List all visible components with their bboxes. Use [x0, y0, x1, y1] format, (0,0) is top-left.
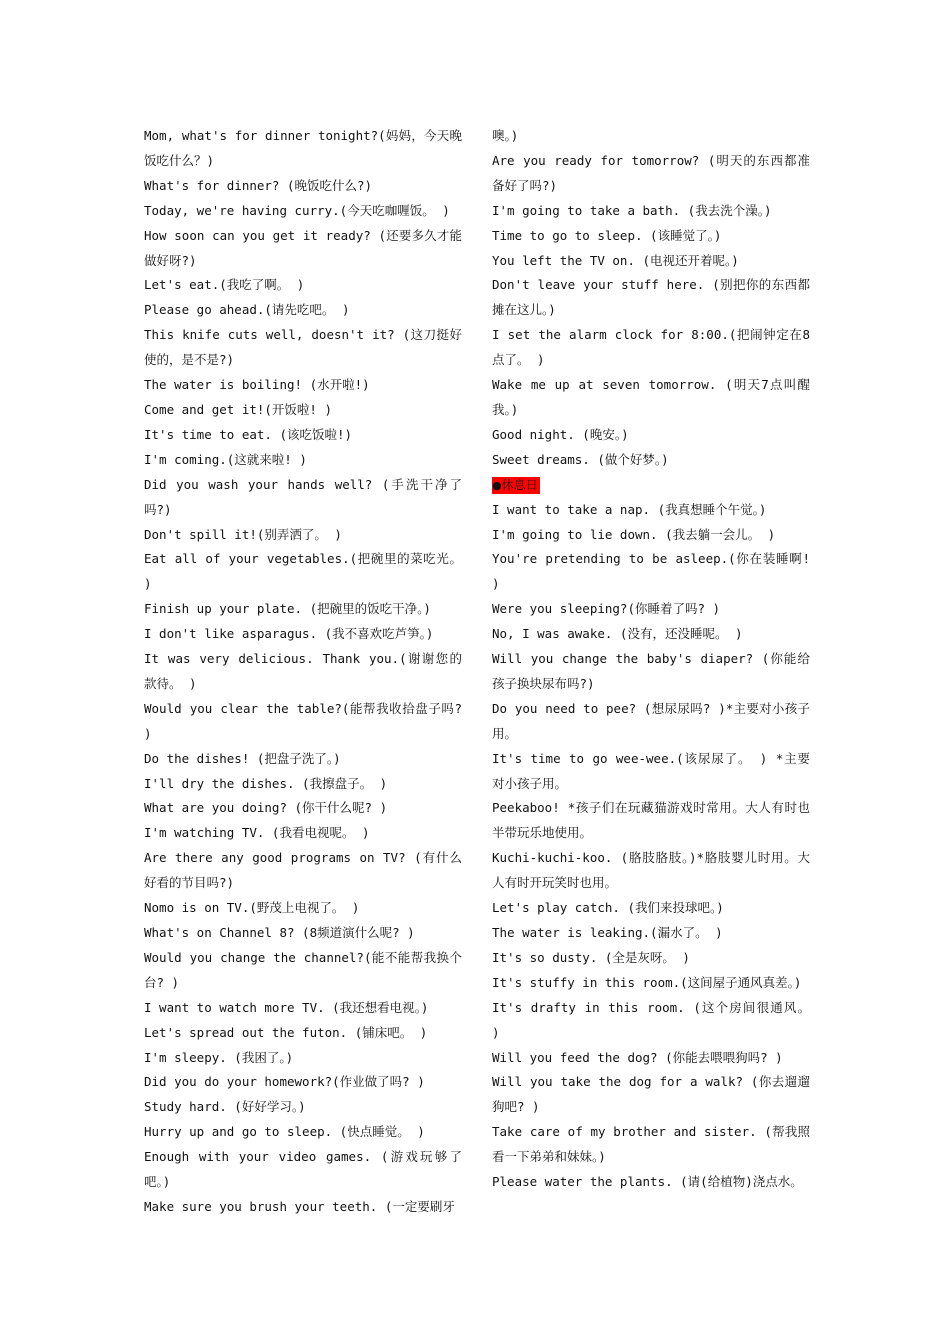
phrase-entry: Will you change the baby's diaper? (你能给孩子换块尿布吗?) [492, 651, 810, 691]
phrase-entry: Finish up your plate. (把碗里的饭吃干净。) [144, 601, 431, 617]
phrase-entry: What's on Channel 8? (8频道演什么呢? ) [144, 925, 415, 940]
phrase-entry: Let's eat.(我吃了啊。 ) [144, 277, 305, 293]
phrase-entry: Did you wash your hands well? (手洗干净了吗?) [144, 476, 462, 517]
left-column [144, 124, 462, 1220]
right-column [492, 124, 810, 1195]
phrase-entry: Enough with your video games. (游戏玩够了吧。) [144, 1149, 462, 1190]
phrase-entry: The water is boiling! (水开啦!) [144, 377, 370, 393]
right-column-upper [492, 124, 810, 473]
section-header-label: 休息日 [501, 477, 538, 492]
phrase-entry: Sweet dreams. (做个好梦。) [492, 451, 669, 467]
phrase-entry: Peekaboo! *孩子们在玩藏猫游戏时常用。大人有时也半带玩乐地使用。 [492, 800, 810, 841]
phrase-entry: Would you change the channel?(能不能帮我换个台? ) [144, 949, 462, 990]
phrase-entry: Let's play catch. (我们来投球吧。) [492, 900, 724, 916]
phrase-entry: Study hard. (好好学习。) [144, 1099, 306, 1115]
phrase-entry: I want to take a nap. (我真想睡个午觉。) [492, 501, 767, 517]
phrase-entry: Nomo is on TV.(野茂上电视了。 ) [144, 900, 360, 916]
right-column-lower [492, 498, 810, 1195]
phrase-entry: Are you ready for tomorrow? (明天的东西都准备好了吗?) [492, 152, 810, 193]
phrase-entry: Today, we're having curry.(今天吃咖喱饭。 ) [144, 202, 450, 218]
phrase-entry: This knife cuts well, doesn't it? (这刀挺好使的，是不是?) [144, 327, 462, 368]
phrase-entry: Would you clear the table?(能帮我收拾盘子吗? ) [144, 700, 462, 741]
phrase-entry: I'm coming.(这就来啦! ) [144, 451, 307, 467]
phrase-entry: The water is leaking.(漏水了。 ) [492, 925, 723, 940]
phrase-entry: Let's spread out the futon. (铺床吧。 ) [144, 1024, 428, 1040]
phrase-entry: How soon can you get it ready? (还要多久才能做好呀?) [144, 227, 462, 268]
phrase-entry: Take care of my brother and sister. (帮我照看一下弟弟和妹妹。) [492, 1124, 810, 1165]
phrase-entry: Wake me up at seven tomorrow. (明天7点叫醒我。) [492, 377, 810, 417]
phrase-entry: You left the TV on. (电视还开着呢。) [492, 252, 739, 268]
phrase-entry: Will you feed the dog? (你能去喂喂狗吗? ) [492, 1049, 783, 1065]
phrase-entry: What's for dinner? (晚饭吃什么?) [144, 177, 373, 193]
phrase-entry: It was very delicious. Thank you.(谢谢您的款待。 ) [144, 651, 462, 691]
section-header-line [492, 473, 810, 498]
phrase-entry: It's time to eat. (该吃饭啦!) [144, 426, 353, 442]
phrase-entry: Don't spill it!(别弄洒了。 ) [144, 526, 342, 542]
phrase-entry: It's so dusty. (全是灰呀。 ) [492, 949, 690, 965]
phrase-entry: Are there any good programs on TV? (有什么好看的节目吗?) [144, 850, 462, 891]
phrase-entry: Come and get it!(开饭啦! ) [144, 401, 333, 417]
phrase-entry: It's drafty in this room. (这个房间很通风。 ) [492, 999, 810, 1040]
phrase-entry: I'll dry the dishes. (我擦盘子。 ) [144, 775, 388, 791]
phrase-entry: No, I was awake. (没有，还没睡呢。 ) [492, 626, 743, 642]
phrase-entry: Mom, what's for dinner tonight?(妈妈，今天晚饭吃什么？) [144, 128, 462, 168]
phrase-entry: I'm sleepy. (我困了。) [144, 1049, 294, 1065]
phrase-entry: Were you sleeping?(你睡着了吗? ) [492, 601, 721, 617]
phrase-entry: Good night. (晚安。) [492, 426, 629, 442]
phrase-entry: 噢。) [492, 128, 519, 143]
phrase-entry: Don't leave your stuff here. (别把你的东西都摊在这儿。) [492, 277, 810, 318]
phrase-entry: I'm watching TV. (我看电视呢。 ) [144, 825, 370, 841]
phrase-entry: I'm going to take a bath. (我去洗个澡。) [492, 202, 772, 218]
bullet-icon: ● [492, 478, 502, 492]
phrase-entry: I don't like asparagus. (我不喜欢吃芦笋。) [144, 626, 434, 642]
section-header-holiday [492, 477, 540, 494]
phrase-entry: Hurry up and go to sleep. (快点睡觉。 ) [144, 1124, 425, 1140]
phrase-entry: Do the dishes! (把盘子洗了。) [144, 750, 341, 766]
phrase-entry: Make sure you brush your teeth. (一定要刷牙 [144, 1198, 455, 1214]
phrase-entry: What are you doing? (你干什么呢? ) [144, 800, 388, 816]
phrase-entry: Kuchi-kuchi-koo. (胳肢胳肢。)*胳肢婴儿时用。大人有时开玩笑时也用。 [492, 850, 810, 891]
phrase-entry: Do you need to pee? (想尿尿吗? )*主要对小孩子用。 [492, 700, 810, 741]
phrase-entry: Time to go to sleep. (该睡觉了。) [492, 227, 722, 243]
phrase-entry: Eat all of your vegetables.(把碗里的菜吃光。 ) [144, 551, 462, 592]
phrase-entry: I'm going to lie down. (我去躺一会儿。 ) [492, 526, 776, 542]
phrase-entry: Please go ahead.(请先吃吧。 ) [144, 302, 350, 318]
phrase-entry: I want to watch more TV. (我还想看电视。) [144, 999, 429, 1015]
phrase-entry: Will you take the dog for a walk? (你去遛遛狗吧? ) [492, 1074, 810, 1115]
phrase-entry: I set the alarm clock for 8:00.(把闹钟定在8点了。 ) [492, 327, 810, 368]
phrase-entry: It's stuffy in this room.(这间屋子通风真差。) [492, 974, 802, 990]
phrase-entry: You're pretending to be asleep.(你在装睡啊! ) [492, 551, 810, 592]
phrase-entry: Please water the plants. (请(给植物)浇点水。 [492, 1174, 803, 1190]
phrase-entry: It's time to go wee-wee.(该尿尿了。 ) *主要对小孩子用。 [492, 750, 810, 791]
phrase-entry: Did you do your homework?(作业做了吗? ) [144, 1074, 425, 1090]
